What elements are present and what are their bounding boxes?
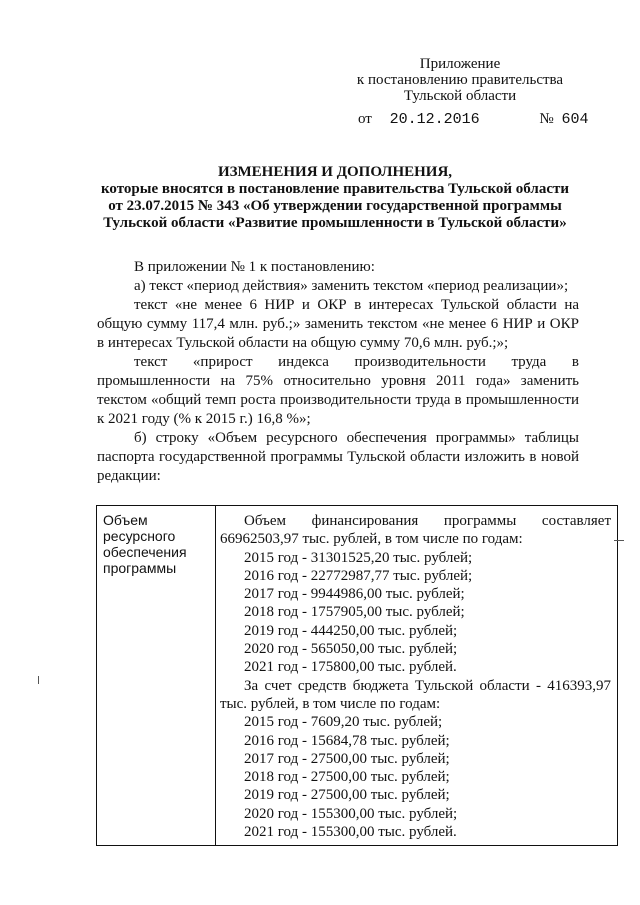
total-year-line: 2021 год - 175800,00 тыс. рублей. [244,659,457,676]
row-label-line-1: Объем [103,512,148,528]
appendix-line-2: к постановлению правительства [356,72,564,88]
budget-year-line: 2015 год - 7609,20 тыс. рублей; [244,714,443,731]
title-line-3: от 23.07.2015 № 343 «Об утверждении государственной программы [108,198,562,214]
document-date: 20.12.2016 [389,111,480,128]
paragraph-a: а) текст «период действия» заменить текстом «период реализации»; [134,278,569,294]
budget-year-line: 2021 год - 155300,00 тыс. рублей. [244,824,457,841]
paragraph-nir-okr: текст «не менее 6 НИР и ОКР в интересах Тульской области на общую сумму 117,4 млн. руб.;» заменить текстом «не менее 6 НИР и ОКР в интересах Тульской области на общую сумму 70,6 млн. руб.;»; [97,297,579,351]
appendix-block [340,56,580,104]
budget-financing-intro: За счет средств бюджета Тульской области - 416393,97 тыс. рублей, в том числе по годам: [220,677,611,712]
total-year-line: 2019 год - 444250,00 тыс. рублей; [244,622,458,639]
scan-margin-mark [614,540,624,541]
budget-year-line: 2018 год - 27500,00 тыс. рублей; [244,769,450,786]
title-line-1: ИЗМЕНЕНИЯ И ДОПОЛНЕНИЯ, [217,164,453,180]
title-line-4: Тульской области «Развитие промышленности в Тульской области» [103,215,567,231]
date-prefix: от [358,111,372,127]
total-year-line: 2016 год - 22772987,77 тыс. рублей; [244,567,473,584]
budget-year-line: 2016 год - 15684,78 тыс. рублей; [244,732,450,749]
row-label-line-2: ресурсного [103,528,176,544]
scan-margin-mark [38,676,39,684]
date-number-row [358,110,588,129]
document-number: 604 [561,111,589,128]
total-year-line: 2017 год - 9944986,00 тыс. рублей; [244,586,465,603]
row-label-cell [97,506,216,846]
title-line-2: которые вносятся в постановление правительства Тульской области [100,181,570,197]
row-label-line-4: программы [103,560,177,576]
total-year-line: 2018 год - 1757905,00 тыс. рублей; [244,604,465,621]
row-content-cell [216,506,618,846]
budget-year-line: 2017 год - 27500,00 тыс. рублей; [244,750,450,767]
paragraph-intro: В приложении № 1 к постановлению: [134,259,375,275]
total-financing-intro: Объем финансирования программы составляет 66962503,97 тыс. рублей, в том числе по годам: [220,513,611,548]
table-row [97,506,618,846]
paragraph-productivity: текст «прирост индекса производительности труда в промышленности на 75% относительно уровня 2011 года» заменить текстом «общий темп роста производительности труда в промышленности к 2021 году (% к 2015 г.) 16,8 %»; [97,354,579,427]
document-title [90,164,580,232]
budget-year-line: 2019 год - 27500,00 тыс. рублей; [244,787,450,804]
resource-table [96,505,618,846]
total-year-line: 2015 год - 31301525,20 тыс. рублей; [244,549,473,566]
budget-year-line: 2020 год - 155300,00 тыс. рублей; [244,805,458,822]
appendix-line-3: Тульской области [403,88,517,104]
appendix-line-1: Приложение [419,56,501,72]
total-year-line: 2020 год - 565050,00 тыс. рублей; [244,641,458,658]
paragraph-b: б) строку «Объем ресурсного обеспечения программы» таблицы паспорта государственной программы Тульской области изложить в новой редакции: [97,430,579,484]
row-label-line-3: обеспечения [103,544,187,560]
number-prefix: № [539,111,554,127]
